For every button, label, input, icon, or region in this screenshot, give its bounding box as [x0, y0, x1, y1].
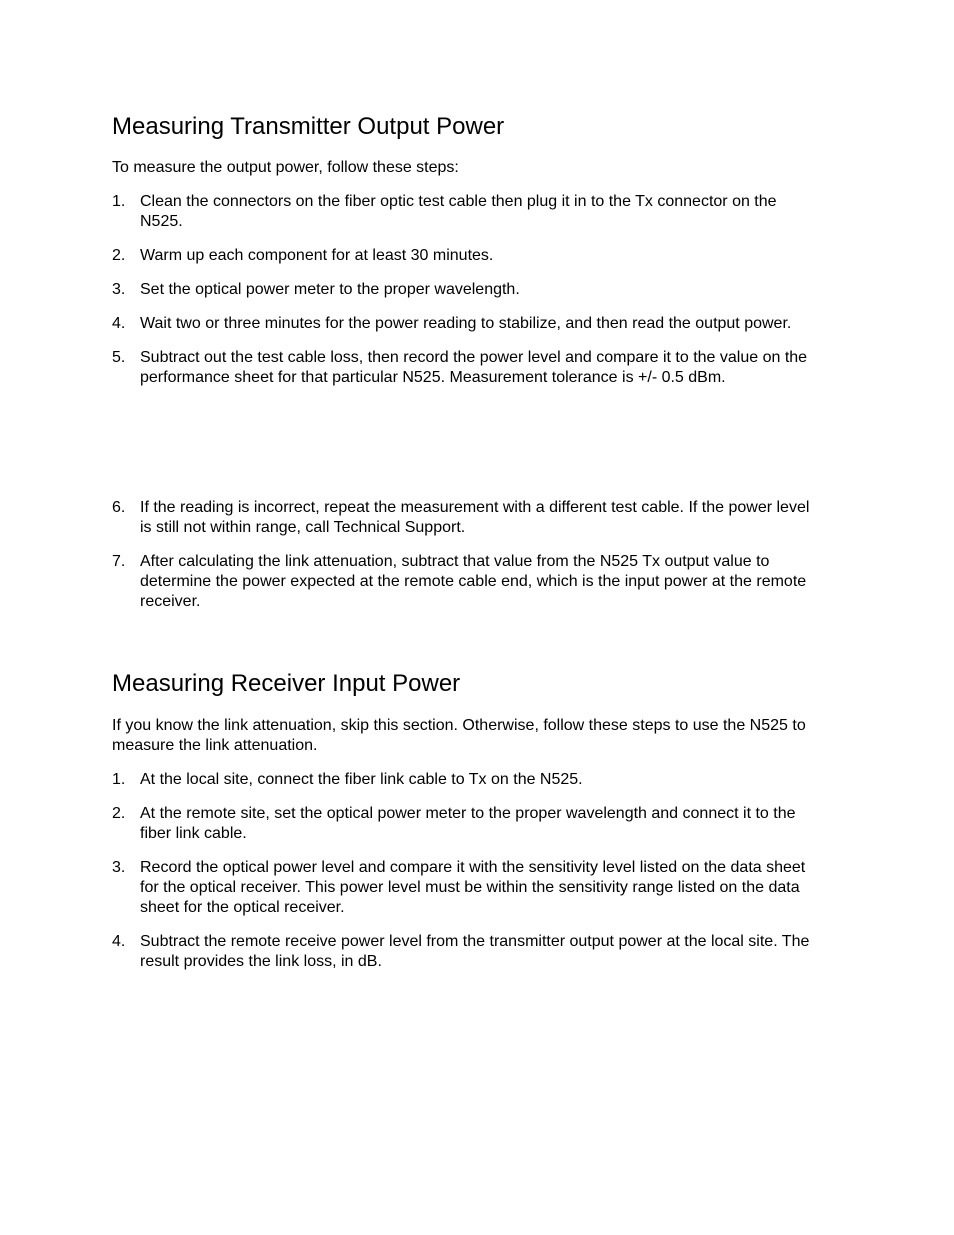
step-number: 1. — [112, 771, 126, 788]
step-number: 3. — [112, 281, 126, 298]
step-number: 3. — [112, 859, 126, 876]
step-text: Subtract the remote receive power level from the transmitter output power at the local site. The result provides the link loss, in dB. — [140, 933, 810, 970]
list-item — [112, 246, 812, 266]
step-number: 4. — [112, 315, 126, 332]
steps-list — [112, 192, 812, 388]
step-text: After calculating the link attenuation, subtract that value from the N525 Tx output value to determine the power expected at the remote cable end, which is the input power at the remote receiver. — [140, 553, 807, 610]
list-item — [112, 192, 812, 232]
step-text: If the reading is incorrect, repeat the measurement with a different test cable. If the power level is still not within range, call Technical Support. — [140, 499, 810, 536]
list-item — [112, 932, 812, 972]
step-number: 4. — [112, 933, 126, 950]
step-number: 2. — [112, 247, 126, 264]
step-text: Record the optical power level and compare it with the sensitivity level listed on the data sheet for the optical receiver. This power level must be within the sensitivity range listed on the data sheet for the optical receiver. — [140, 859, 806, 916]
list-item — [112, 498, 812, 538]
step-text: Clean the connectors on the fiber optic test cable then plug it in to the Tx connector on the N525. — [140, 193, 777, 230]
step-number: 1. — [112, 193, 126, 210]
steps-list — [112, 770, 812, 972]
step-number: 6. — [112, 499, 126, 516]
step-text: Set the optical power meter to the proper wavelength. — [140, 281, 520, 298]
section-intro: If you know the link attenuation, skip this section. Otherwise, follow these steps to use the N525 to measure the link attenuation. — [112, 717, 806, 754]
section-intro: To measure the output power, follow these steps: — [112, 159, 459, 176]
section-heading: Measuring Transmitter Output Power — [112, 113, 505, 140]
list-item — [112, 770, 812, 790]
step-number: 2. — [112, 805, 126, 822]
blank-space — [112, 402, 812, 484]
list-item — [112, 552, 812, 612]
step-text: At the local site, connect the fiber link cable to Tx on the N525. — [140, 771, 583, 788]
step-number: 7. — [112, 553, 126, 570]
step-text: Warm up each component for at least 30 minutes. — [140, 247, 494, 264]
list-item — [112, 280, 812, 300]
step-text: Wait two or three minutes for the power reading to stabilize, and then read the output power. — [140, 315, 792, 332]
list-item — [112, 858, 812, 918]
step-text: Subtract out the test cable loss, then record the power level and compare it to the value on the performance sheet for that particular N525. Measurement tolerance is +/- 0.5 dBm. — [140, 349, 808, 386]
section-heading: Measuring Receiver Input Power — [112, 670, 461, 697]
section-receiver-input-power — [112, 669, 812, 986]
section-transmitter-output-power — [112, 112, 812, 626]
list-item — [112, 348, 812, 388]
list-item — [112, 804, 812, 844]
step-number: 5. — [112, 349, 126, 366]
list-item — [112, 314, 812, 334]
step-text: At the remote site, set the optical power meter to the proper wavelength and connect it to the fiber link cable. — [140, 805, 796, 842]
steps-list-continued — [112, 498, 812, 612]
